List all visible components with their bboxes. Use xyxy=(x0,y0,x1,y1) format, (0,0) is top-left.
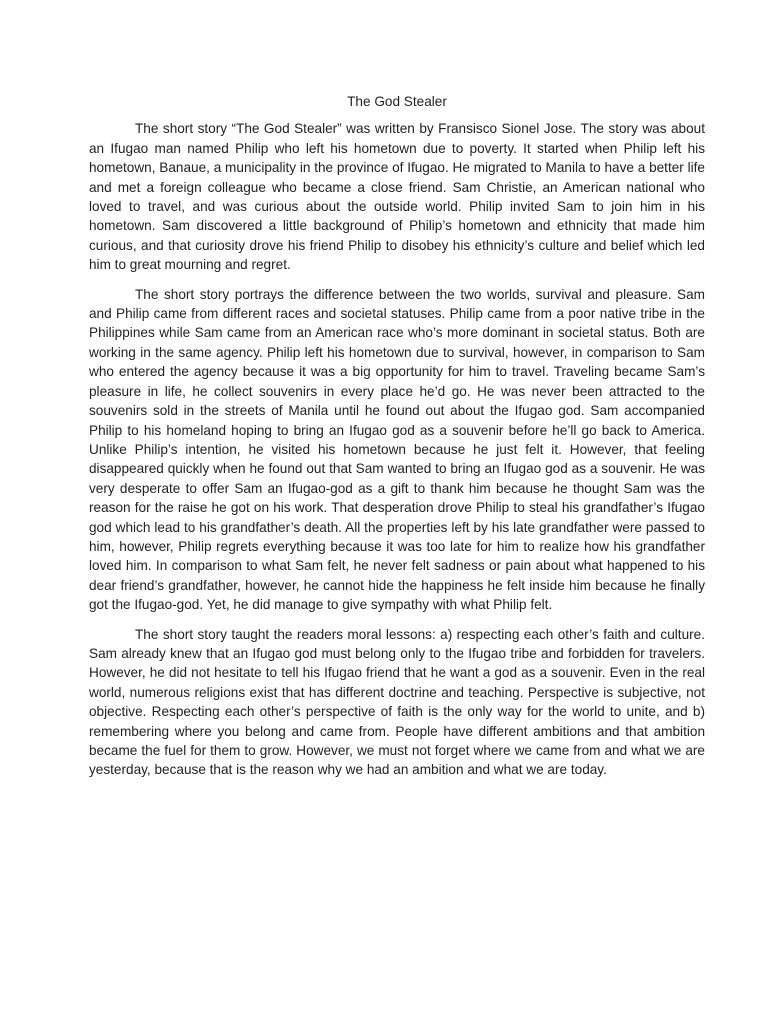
document-title: The God Stealer xyxy=(347,94,447,109)
paragraph-3: The short story taught the readers moral lessons: a) respecting each other’s faith and culture. Sam already knew that an Ifugao god must belong only to the Ifugao tribe and forbidden for travelers. However, he did not hesitate to tell his Ifugao friend that he want a god as a souvenir. Even in the real world, numerous religions exist that has different doctrine and teaching. Perspective is subjective, not objective. Respecting each other’s perspective of faith is the only way for the world to unite, and b) remembering where you belong and came from. People have different ambitions and that ambition became the fuel for them to grow. However, we must not forget where we came from and what we are yesterday, because that is the reason why we had an ambition and what we are today. xyxy=(89,626,705,778)
paragraph-1: The short story “The God Stealer” was written by Fransisco Sionel Jose. The story was about an Ifugao man named Philip who left his hometown due to poverty. It started when Philip left his hometown, Banaue, a municipality in the province of Ifugao. He migrated to Manila to have a better life and met a foreign colleague who became a close friend. Sam Christie, an American national who loved to travel, and was curious about the outside world. Philip invited Sam to join him in his hometown. Sam discovered a little background of Philip’s hometown and ethnicity that made him curious, and that curiosity drove his friend Philip to disobey his ethnicity’s culture and belief which led him to great mourning and regret. xyxy=(89,121,705,273)
document-body xyxy=(89,92,705,790)
paragraph-2: The short story portrays the difference between the two worlds, survival and pleasure. Sam and Philip came from different races and societal statuses. Philip came from a poor native tribe in the Philippines while Sam came from an American race who’s more dominant in societal status. Both are working in the same agency. Philip left his hometown due to survival, however, in comparison to Sam who entered the agency because it was a big opportunity for him to travel. Traveling became Sam’s pleasure in life, he collect souvenirs in every place he’d go. He was never been attracted to the souvenirs sold in the streets of Manila until he found out about the Ifugao god. Sam accompanied Philip to his homeland hoping to bring an Ifugao god as a souvenir before he’ll go back to America. Unlike Philip’s intention, he visited his hometown because he just felt it. However, that feeling disappeared quickly when he found out that Sam wanted to bring an Ifugao god as a souvenir. He was very desperate to offer Sam an Ifugao-god as a gift to thank him because he thought Sam was the reason for the raise he got on his work. That desperation drove Philip to steal his grandfather’s Ifugao god which lead to his grandfather’s death. All the properties left by his late grandfather were passed to him, however, Philip regrets everything because it was too late for him to realize how his grandfather loved him. In comparison to what Sam felt, he never felt sadness or pain about what happened to his dear friend’s grandfather, however, he cannot hide the happiness he felt inside him because he finally got the Ifugao-god. Yet, he did manage to give sympathy with what Philip felt. xyxy=(89,286,705,613)
